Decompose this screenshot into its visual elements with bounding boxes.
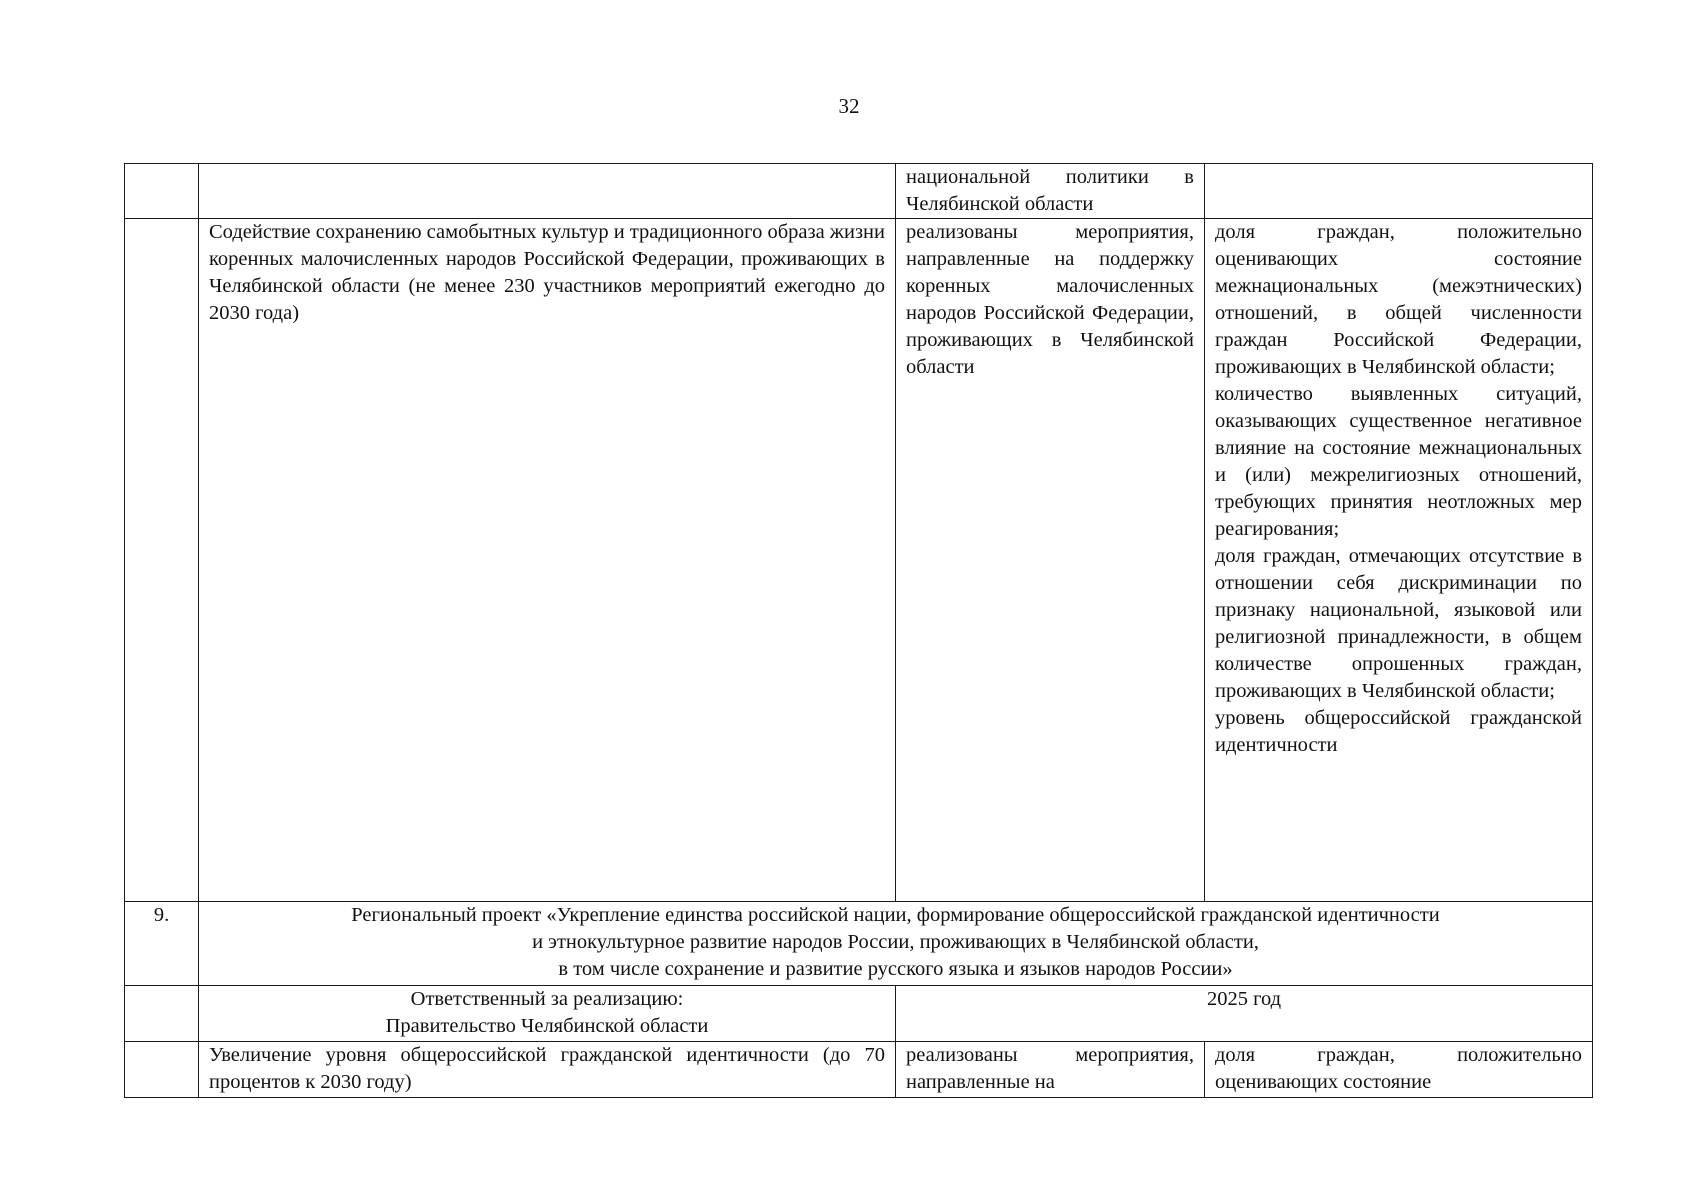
cell-indicator-identity: доля граждан, положительно оценивающих состояние [1205, 1042, 1593, 1098]
table-row-indigenous [125, 219, 1593, 902]
indicator-item: доля граждан, положительно оценивающих состояние межнациональных (межэтнических) отношений, в общей численности граждан Российской Федерации, проживающих в Челябинской области; [1215, 221, 1582, 378]
project-title-line: и этнокультурное развитие народов России, проживающих в Челябинской области, [532, 931, 1259, 953]
cell-project-number: 9. [125, 902, 199, 986]
cell-indicator-empty [1205, 164, 1593, 219]
table-row-regional-project [125, 902, 1593, 986]
indicator-item: доля граждан, отмечающих отсутствие в отношении себя дискриминации по признаку национальной, языковой или религиозной принадлежности, в общем количестве опрошенных граждан, проживающих в Челябинской области; [1215, 545, 1582, 702]
project-title-line: в том числе сохранение и развитие русского языка и языков народов России» [558, 958, 1233, 980]
cell-project-title [199, 902, 1593, 986]
cell-number-empty [125, 986, 199, 1042]
responsible-label: Ответственный за реализацию: [410, 988, 684, 1010]
indicator-item: количество выявленных ситуаций, оказывающих существенное негативное влияние на состояние межнациональных и (или) межрелигиозных отношений, требующих принятия неотложных мер реагирования; [1215, 383, 1582, 540]
table-row-identity [125, 1042, 1593, 1098]
cell-task-identity: Увеличение уровня общероссийской гражданской идентичности (до 70 процентов к 2030 году) [199, 1042, 896, 1098]
cell-indicators-indigenous [1205, 219, 1593, 902]
cell-number-empty [125, 1042, 199, 1098]
responsible-name: Правительство Челябинской области [385, 1015, 709, 1037]
page-number: 32 [838, 94, 860, 118]
cell-result-continuation: национальной политики в Челябинской области [896, 164, 1205, 219]
program-table [124, 163, 1593, 1098]
cell-task-indigenous: Содействие сохранению самобытных культур и традиционного образа жизни коренных малочисленных народов Российской Федерации, проживающих в Челябинской области (не менее 230 участников мероприятий ежегодно до 2030 года) [199, 219, 896, 902]
cell-result-identity: реализованы мероприятия, направленные на [896, 1042, 1205, 1098]
cell-responsible [199, 986, 896, 1042]
cell-task-empty [199, 164, 896, 219]
cell-year: 2025 год [896, 986, 1593, 1042]
cell-number-empty [125, 219, 199, 902]
indicator-item: уровень общероссийской гражданской идентичности [1215, 707, 1582, 756]
table-row-responsible [125, 986, 1593, 1042]
table-row-continuation [125, 164, 1593, 219]
cell-result-indigenous: реализованы мероприятия, направленные на поддержку коренных малочисленных народов Российской Федерации, проживающих в Челябинской области [896, 219, 1205, 902]
cell-number-empty [125, 164, 199, 219]
project-title-line: Региональный проект «Укрепление единства российской нации, формирование общероссийской гражданской идентичности [351, 904, 1440, 926]
